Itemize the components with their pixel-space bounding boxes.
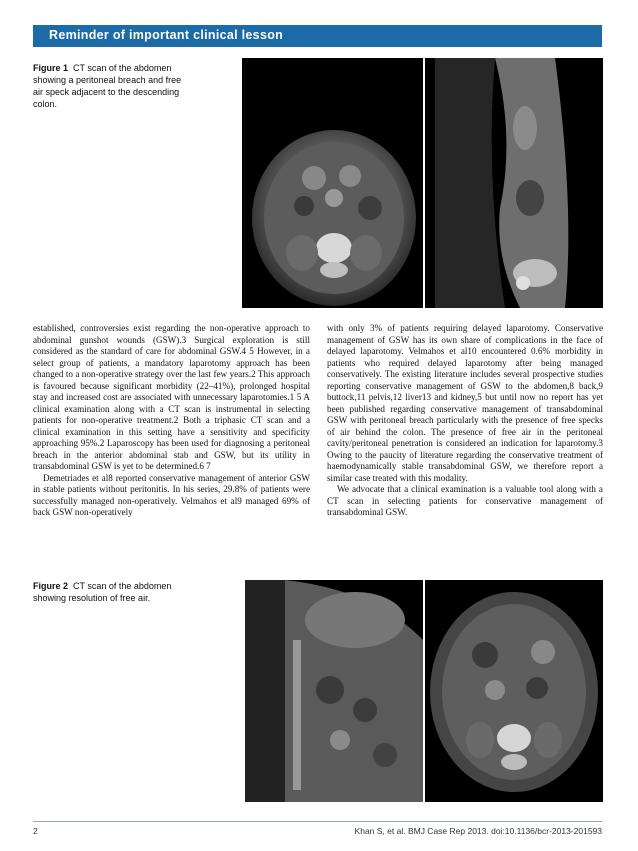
right-text-column (327, 323, 603, 519)
figure1-caption-text: CT scan of the abdomen showing a peritoneal breach and free air speck adjacent to the descending colon. (33, 63, 182, 109)
page-number: 2 (33, 826, 38, 836)
footer-rule (33, 821, 602, 822)
ct-sagittal-image (425, 58, 603, 308)
banner-title: Reminder of important clinical lesson (49, 28, 284, 42)
figure1-label: Figure 1 (33, 63, 69, 73)
figure2-label: Figure 2 (33, 581, 69, 591)
ct-axial-followup-image (425, 580, 603, 802)
left-text-column (33, 323, 310, 519)
figure2-caption (33, 580, 193, 604)
right-paragraph: with only 3% of patients requiring delayed laparotomy. Conservative management of GSW has its own share of complications in the face of delayed laparotomy. Velmahos et al10 encountered 0.6% morbidity in patients who required delayed laparotomy after being managed conservatively. The existing literature includes several prospective studies reporting conservative management of GSW to the abdomen,8 back,9 buttock,11 pelvis,12 liver13 and kidney,5 but until now no report has yet been published regarding conservative management of transabdominal GSW with peritoneal breach particularly with the presence of free specks of air behind the colon. The presence of free air in the peritoneal cavity/peritoneal penetration is considered an indication for laparotomy.3 Owing to the paucity of literature regarding the conservative treatment of haemodynamically stable transabdominal GSW, we therefore report a similar case treated with this modality. (327, 323, 603, 483)
citation: Khan S, et al. BMJ Case Rep 2013. doi:10.1136/bcr-2013-201593 (354, 826, 602, 836)
ct-coronal-image (245, 580, 423, 802)
left-paragraph: Demetriades et al8 reported conservative management of anterior GSW in stable patients without peritonitis. In his series, 29.8% of patients were successfully managed non-operatively. Velmahos et al9 managed 69% of back GSW non-operatively (33, 472, 310, 517)
ct-axial-image (242, 58, 423, 308)
figure2-caption-text: CT scan of the abdomen showing resolution of free air. (33, 581, 172, 603)
left-paragraph: established, controversies exist regarding the non-operative approach to abdominal gunshot wounds (GSW).3 Surgical exploration is still considered as the standard of care for abdominal GSW.4 5 However, in a select group of patients, a mandatory laparotomy approach has been changed to a non-operative strategy over the last few years.2 This approach is favoured because significant morbidity (22–41%), prolonged hospital stay and increased cost are associated with unnecessary laparotomies.1 5 A clinical examination along with a CT scan is instrumental in selecting patients for non-operative treatment.2 Both a triphasic CT scan and a clinical examination in this setting have a sensitivity and specificity approaching 95%.2 Laparoscopy has been used for diagnosing a peritoneal breach in the anterior abdominal stab and GSW, but its utility in transabdominal GSW is yet to be determined.6 7 (33, 323, 310, 471)
right-paragraph: We advocate that a clinical examination is a valuable tool along with a CT scan in selecting patients for conservative management of transabdominal GSW. (327, 484, 603, 517)
section-banner (33, 25, 602, 47)
figure1-caption (33, 62, 193, 110)
